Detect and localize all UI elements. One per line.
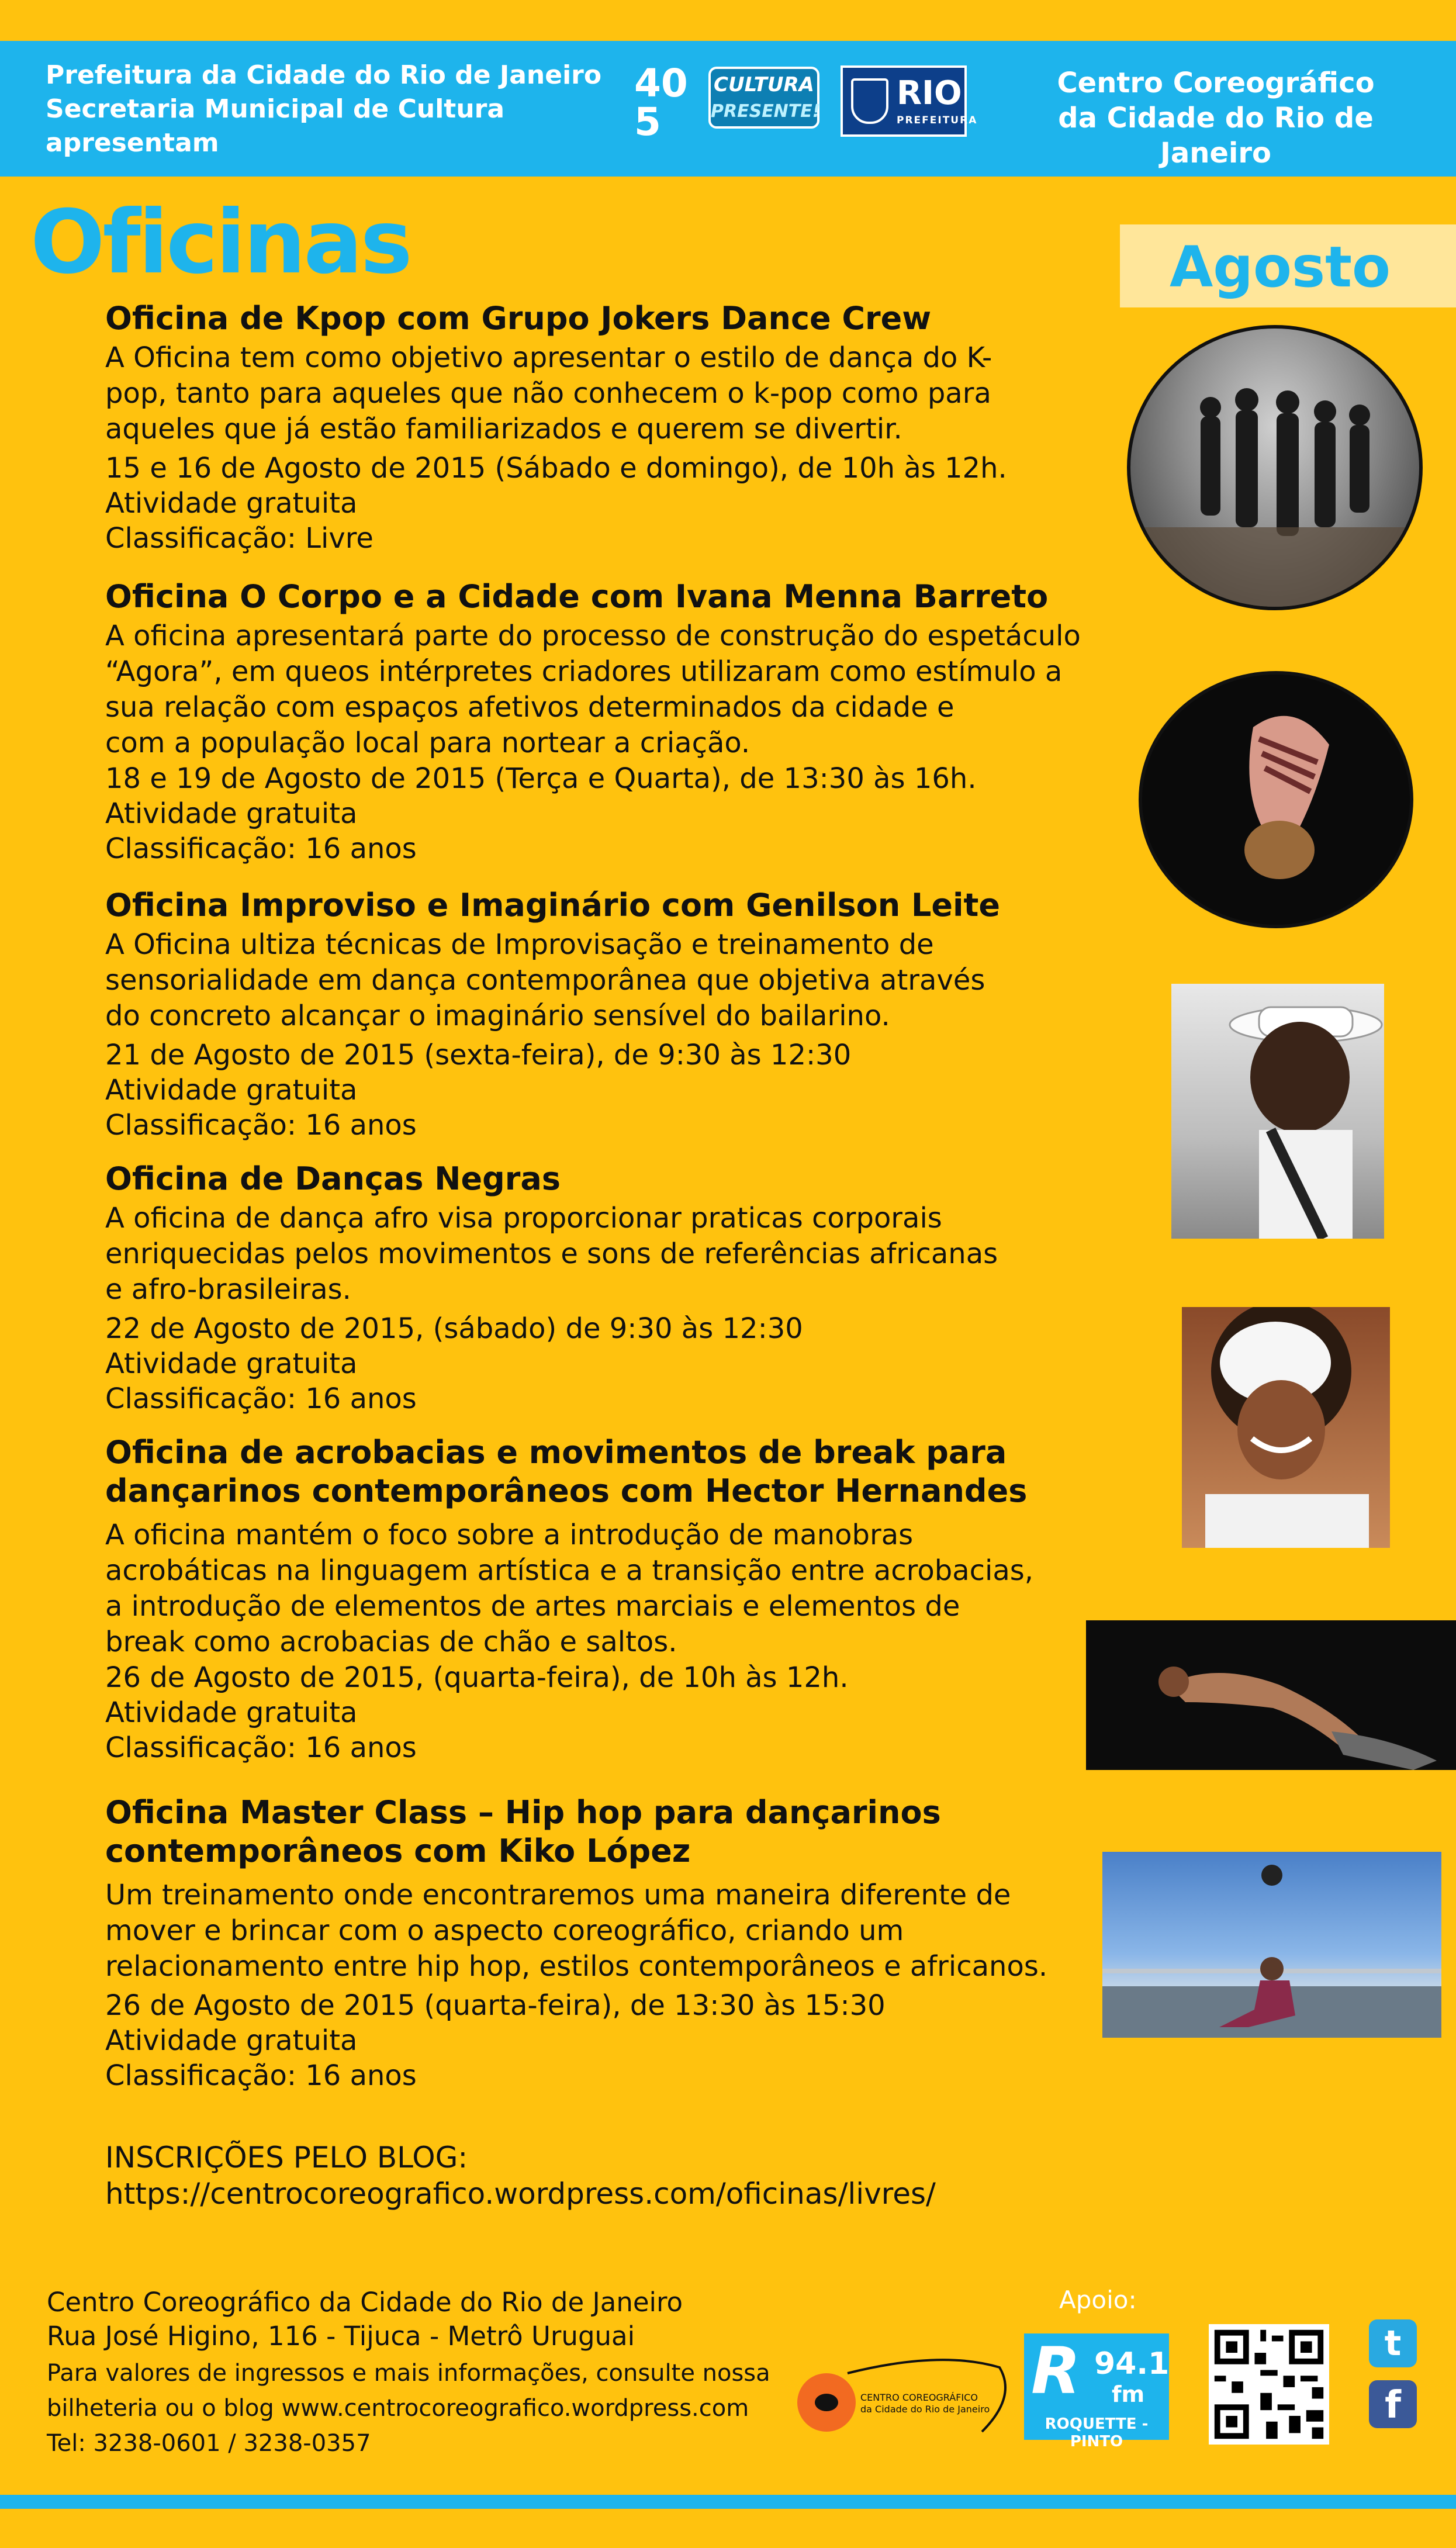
apoio-label: Apoio: [1059,2286,1137,2314]
workshop-description [105,618,1157,761]
workshop-title-line: Oficina Master Class – Hip hop para dançarinos [105,1794,941,1831]
photo-corpo-cidade [1139,671,1413,928]
description-line: enriquecidas pelos movimentos e sons de referências africanas [105,1237,998,1270]
presenter-line: apresentam [46,128,219,158]
logo-cultura-text: CULTURA [714,73,814,96]
description-line: A oficina de dança afro visa proporcionar praticas corporais [105,1202,942,1235]
dancer-on-pier-icon [1102,1852,1441,2038]
workshop-rating: Classificação: 16 anos [105,832,417,865]
workshop-master-class [105,1793,1157,2093]
workshop-price: Atividade gratuita [105,797,358,830]
workshop-rating: Classificação: 16 anos [105,1382,417,1415]
workshop-date: 18 e 19 de Agosto de 2015 (Terça e Quarta), de 13:30 às 16h. [105,762,977,795]
workshop-title [105,299,1157,338]
presenter-line: Secretaria Municipal de Cultura [46,94,505,124]
logo-cultura-presente [708,67,819,129]
footer-info [47,2356,770,2461]
description-line: mover e brincar com o aspecto coreográfico, criando um [105,1914,904,1947]
signup-block [105,2139,936,2212]
photo-kpop-group [1127,325,1423,610]
crest-icon [851,78,888,124]
workshop-title-line: Oficina O Corpo e a Cidade com Ivana Menna Barreto [105,578,1049,615]
radio-name: ROQUETTE - PINTO [1045,2415,1149,2450]
presenters-text [46,58,630,160]
ccrj-logo-line: da Cidade do Rio de Janeiro [860,2404,990,2415]
description-line: e afro-brasileiras. [105,1273,351,1306]
workshop-acrobacias [105,1433,1157,1765]
workshop-rating: Classificação: 16 anos [105,1731,417,1764]
logo-rio-text: RIO [897,74,962,112]
workshop-price: Atividade gratuita [105,1347,358,1380]
photo-genilson-leite [1171,984,1384,1239]
description-line: sua relação com espaços afetivos determinados da cidade e [105,691,954,724]
workshop-improviso [105,886,1157,1143]
description-line: relacionamento entre hip hop, estilos contemporâneos e africanos. [105,1950,1048,1983]
bottom-bar [0,2495,1456,2509]
photo-acrobacias [1086,1620,1456,1770]
logo-450-anos [634,61,698,152]
info-line: bilheteria ou o blog www.centrocoreografico.wordpress.com [47,2395,749,2422]
workshop-date: 26 de Agosto de 2015 (quarta-feira), de 13:30 às 15:30 [105,1989,886,2022]
description-line: sensorialidade em dança contemporânea que objetiva através [105,964,985,997]
workshop-meta [105,1311,1157,1416]
dancers-silhouette-icon [1130,329,1423,610]
logo-centro-coreografico [795,2350,1017,2443]
description-line: aqueles que já estão familiarizados e querem se divertir. [105,413,902,445]
workshop-date: 22 de Agosto de 2015, (sábado) de 9:30 às 12:30 [105,1312,803,1345]
workshop-price: Atividade gratuita [105,1696,358,1729]
month-label: Agosto [1170,234,1391,300]
radio-frequency: 94.1 [1094,2346,1170,2381]
workshop-price: Atividade gratuita [105,487,358,520]
radio-r-icon: R [1031,2333,1081,2408]
workshop-date: 15 e 16 de Agosto de 2015 (Sábado e domingo), de 10h às 12h. [105,452,1007,485]
workshop-rating: Classificação: Livre [105,522,373,555]
address-line: Rua José Higino, 116 - Tijuca - Metrô Uruguai [47,2321,635,2352]
description-line: A oficina mantém o foco sobre a introdução de manobras [105,1519,914,1551]
footer-address [47,2286,683,2353]
description-line: com a população local para nortear a criação. [105,727,751,759]
workshop-price: Atividade gratuita [105,1074,358,1107]
workshop-description [105,1517,1157,1660]
workshop-description [105,927,1157,1034]
acrobat-figure-icon [1086,1620,1456,1770]
logo-40-bottom: 5 [634,99,661,144]
workshop-title-line: Oficina de Danças Negras [105,1160,561,1197]
radio-fm: fm [1112,2381,1145,2407]
description-line: Um treinamento onde encontraremos uma maneira diferente de [105,1879,1011,1911]
workshop-title-line: Oficina de Kpop com Grupo Jokers Dance Crew [105,300,932,337]
workshop-meta [105,1660,1157,1765]
workshop-title-line: Oficina de acrobacias e movimentos de break para [105,1434,1007,1471]
ccrj-logo-text [860,2392,990,2415]
signup-url-link[interactable]: https://centrocoreografico.wordpress.com/oficinas/livres/ [105,2177,936,2211]
workshop-meta [105,1988,1157,2093]
description-line: do concreto alcançar o imaginário sensível do bailarino. [105,1000,890,1032]
description-line: break como acrobacias de chão e saltos. [105,1626,677,1658]
workshop-price: Atividade gratuita [105,2024,358,2057]
organizer-line: da Cidade do Rio de Janeiro [1058,102,1374,170]
description-line: “Agora”, em queos intérpretes criadores utilizaram como estímulo a [105,655,1063,688]
workshop-corpo-cidade [105,578,1157,866]
person-hat-icon [1171,984,1384,1239]
description-line: A oficina apresentará parte do processo de construção do espetáculo [105,620,1081,652]
description-line: A Oficina tem como objetivo apresentar o estilo de dança do K- [105,341,992,374]
workshop-title-line: dançarinos contemporâneos com Hector Hernandes [105,1472,1028,1509]
workshop-meta [105,451,1157,556]
info-line: Tel: 3238-0601 / 3238-0357 [47,2430,371,2457]
workshop-title [105,1793,1157,1871]
dancer-figure-icon [1142,675,1413,928]
description-line: pop, tanto para aqueles que não conhecem o k-pop como para [105,377,991,410]
workshop-description [105,1201,1157,1308]
page-title: Oficinas [30,192,410,293]
workshop-title [105,1433,1157,1510]
facebook-icon[interactable]: f [1369,2380,1417,2428]
workshop-rating: Classificação: 16 anos [105,2059,417,2092]
presenter-line: Prefeitura da Cidade do Rio de Janeiro [46,60,602,90]
workshop-title [105,1160,1157,1198]
description-line: A Oficina ultiza técnicas de Improvisação e treinamento de [105,928,934,961]
address-line: Centro Coreográfico da Cidade do Rio de Janeiro [47,2287,683,2318]
ccrj-logo-line: CENTRO COREOGRÁFICO [860,2392,978,2403]
qr-code-icon[interactable] [1209,2324,1329,2445]
qr-pattern [1209,2324,1329,2445]
workshop-description [105,340,1157,447]
workshop-date: 26 de Agosto de 2015, (quarta-feira), de 10h às 12h. [105,1661,849,1694]
signup-label: INSCRIÇÕES PELO BLOG: [105,2141,468,2174]
workshop-title-line: Oficina Improviso e Imaginário com Genilson Leite [105,887,1000,924]
workshop-rating: Classificação: 16 anos [105,1109,417,1142]
header-band [0,41,1456,177]
twitter-icon[interactable]: t [1369,2319,1417,2367]
month-tab [1120,224,1456,307]
woman-headwrap-icon [1182,1307,1390,1548]
photo-master-class [1102,1852,1441,2038]
logo-rio-prefeitura [841,65,978,137]
workshop-kpop [105,299,1157,556]
organizer-text [1005,65,1426,171]
workshop-title-line: contemporâneos com Kiko López [105,1833,691,1869]
logo-rio-subtext: PREFEITURA [897,115,978,126]
workshop-title [105,886,1157,925]
logo-presente-text: PRESENTE! [711,101,821,122]
description-line: a introdução de elementos de artes marciais e elementos de [105,1590,960,1623]
logo-radio-roquette-pinto [1024,2333,1170,2450]
workshop-date: 21 de Agosto de 2015 (sexta-feira), de 9:30 às 12:30 [105,1039,852,1071]
info-line: Para valores de ingressos e mais informações, consulte nossa [47,2360,770,2387]
workshop-description [105,1878,1157,1985]
logo-40-top: 40 [634,61,688,106]
workshop-meta [105,1038,1157,1143]
organizer-line: Centro Coreográfico [1057,67,1375,99]
workshop-title [105,578,1157,616]
workshop-meta [105,761,1157,866]
photo-dancas-negras [1182,1307,1390,1548]
description-line: acrobáticas na linguagem artística e a transição entre acrobacias, [105,1554,1034,1587]
workshop-dancas-negras [105,1160,1157,1416]
